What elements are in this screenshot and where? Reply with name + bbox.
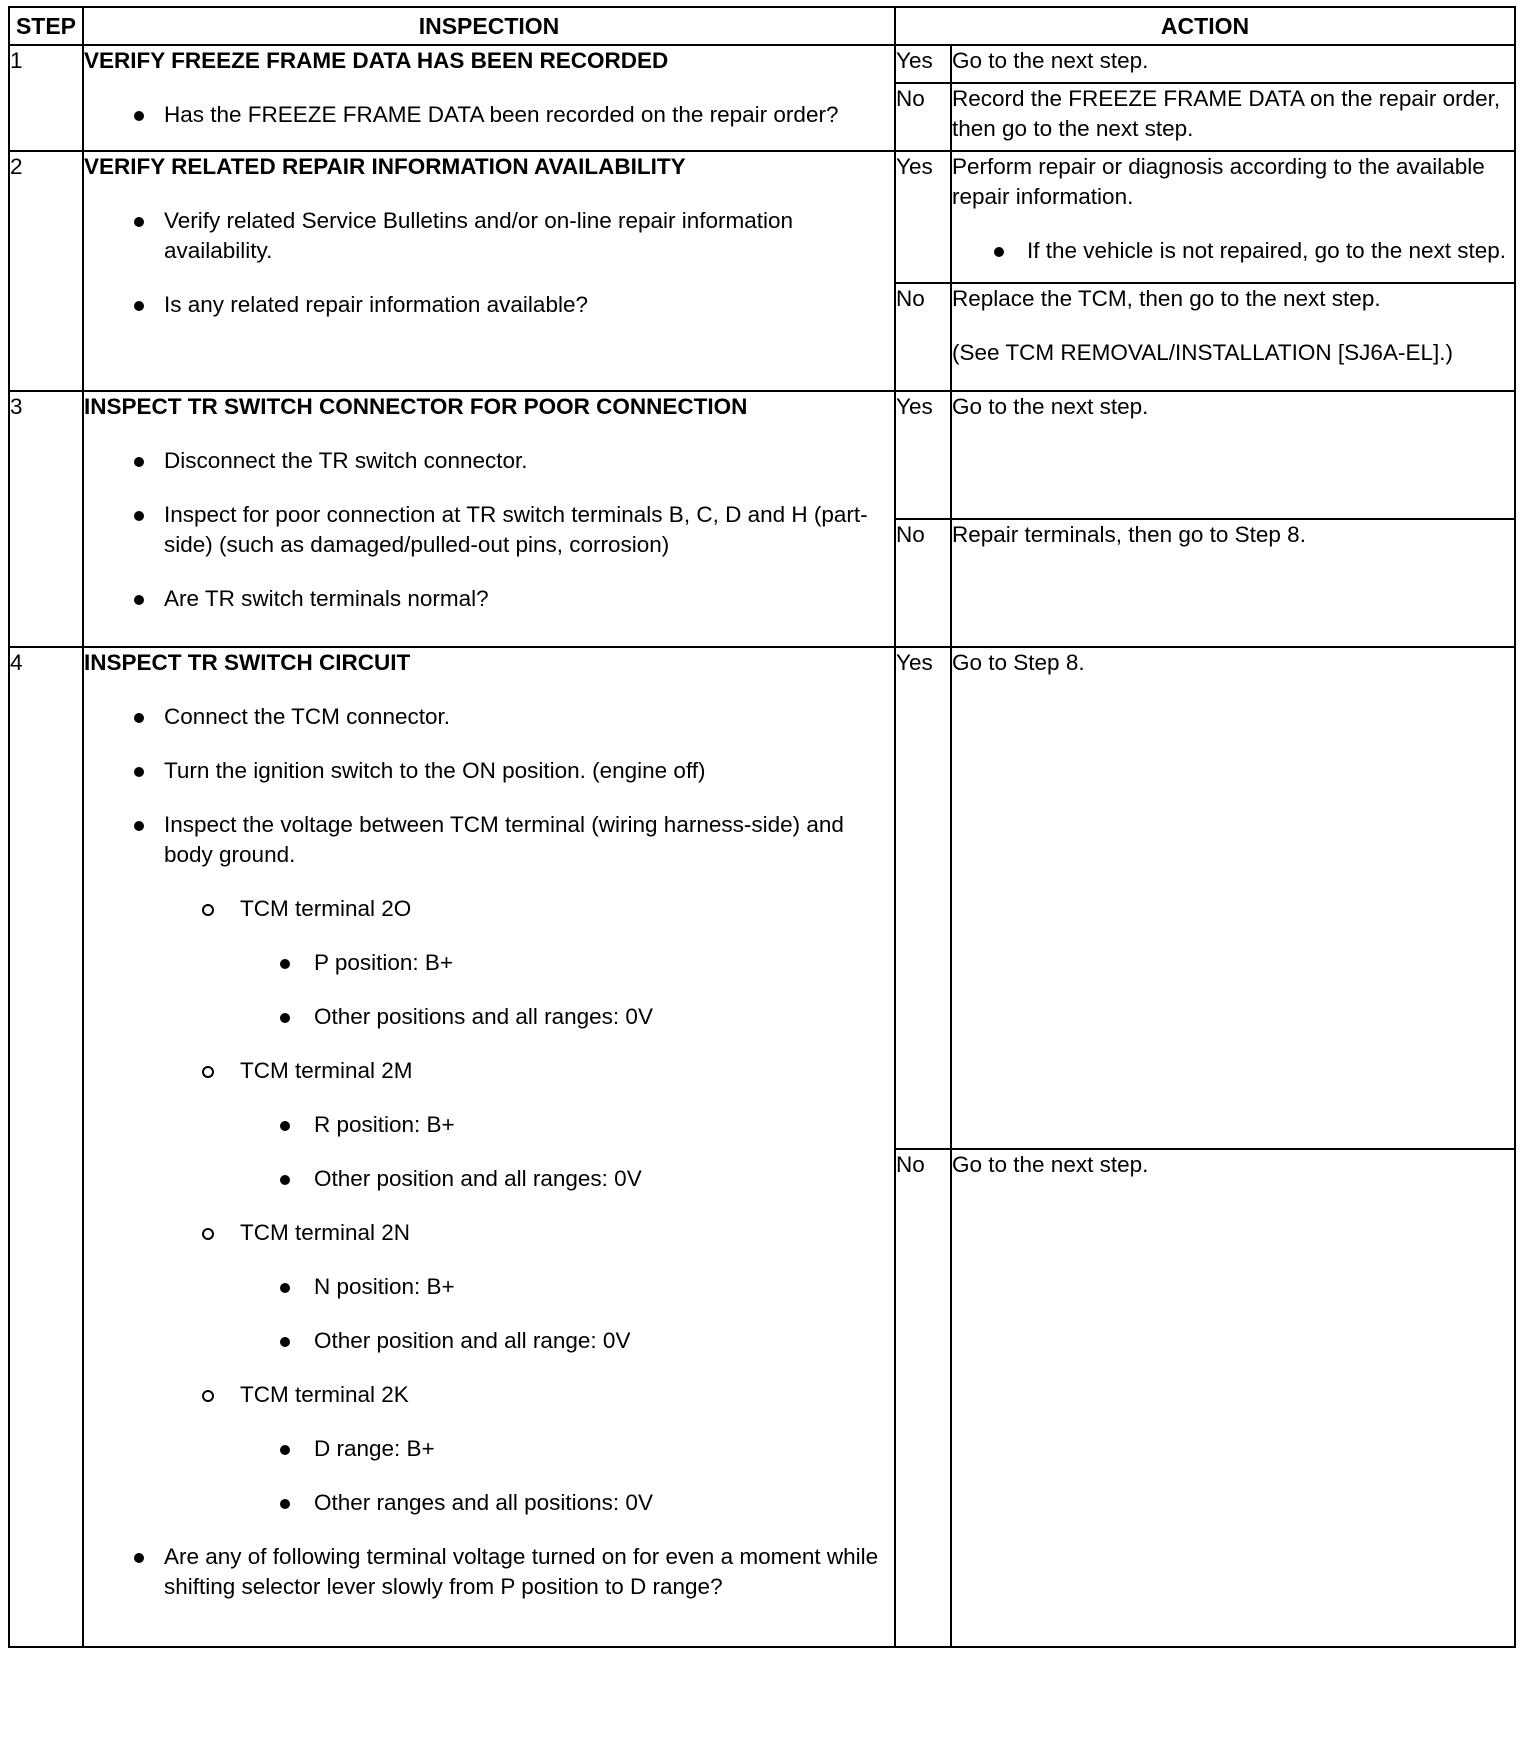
- terminal-2k-item: Other ranges and all positions: 0V: [84, 1488, 894, 1518]
- step-2-title: VERIFY RELATED REPAIR INFORMATION AVAILABILITY: [84, 154, 686, 179]
- step-3-no-label: No: [895, 519, 951, 647]
- step-4-bullet: Inspect the voltage between TCM terminal (wiring harness-side) and body ground.: [84, 810, 894, 870]
- step-4-no-label: No: [895, 1149, 951, 1647]
- header-step: STEP: [9, 7, 83, 45]
- step-4-bullet: Turn the ignition switch to the ON position. (engine off): [84, 756, 894, 786]
- step-2-yes-label: Yes: [895, 151, 951, 283]
- step-4-yes-label: Yes: [895, 647, 951, 1149]
- terminal-2o-item: Other positions and all ranges: 0V: [84, 1002, 894, 1032]
- step-1-yes-row: [9, 45, 1515, 83]
- terminal-2m-label: TCM terminal 2M: [84, 1056, 894, 1086]
- terminal-2m-item: R position: B+: [84, 1110, 894, 1140]
- step-3-bullet: Disconnect the TR switch connector.: [84, 446, 894, 476]
- step-2-no-action: [951, 283, 1515, 391]
- step-3-yes-row: [9, 391, 1515, 519]
- step-4-title: INSPECT TR SWITCH CIRCUIT: [84, 650, 411, 675]
- step-3-inspection: [83, 391, 895, 647]
- step-2-no-label: No: [895, 283, 951, 391]
- step-1-yes-label: Yes: [895, 45, 951, 83]
- step-3-no-action: Repair terminals, then go to Step 8.: [951, 519, 1515, 647]
- step-2-yes-row: [9, 151, 1515, 283]
- step-2-yes-text: Perform repair or diagnosis according to the available repair information.: [952, 154, 1485, 209]
- terminal-2k-label: TCM terminal 2K: [84, 1380, 894, 1410]
- terminal-2n-item: N position: B+: [84, 1272, 894, 1302]
- step-1-no-label: No: [895, 83, 951, 151]
- step-4-no-action: Go to the next step.: [951, 1149, 1515, 1647]
- terminal-2k-item: D range: B+: [84, 1434, 894, 1464]
- step-1-inspection: [83, 45, 895, 151]
- step-2-yes-bullet: If the vehicle is not repaired, go to the next step.: [952, 236, 1514, 266]
- diagnostic-table: [8, 6, 1516, 1648]
- step-2-number: 2: [9, 151, 83, 391]
- terminal-2n-label: TCM terminal 2N: [84, 1218, 894, 1248]
- table-header-row: [9, 7, 1515, 45]
- step-3-yes-label: Yes: [895, 391, 951, 519]
- step-4-yes-row: [9, 647, 1515, 1149]
- step-1-yes-action: Go to the next step.: [951, 45, 1515, 83]
- step-2-yes-action: [951, 151, 1515, 283]
- step-4-yes-action: Go to Step 8.: [951, 647, 1515, 1149]
- step-4-bullet: Connect the TCM connector.: [84, 702, 894, 732]
- step-1-bullet: Has the FREEZE FRAME DATA been recorded on the repair order?: [84, 100, 894, 130]
- step-4-number: 4: [9, 647, 83, 1647]
- terminal-2m-item: Other position and all ranges: 0V: [84, 1164, 894, 1194]
- step-3-bullet: Inspect for poor connection at TR switch terminals B, C, D and H (part-side) (such as damaged/pulled-out pins, corrosion): [84, 500, 894, 560]
- header-inspection: INSPECTION: [83, 7, 895, 45]
- step-4-inspection: [83, 647, 895, 1647]
- step-3-bullet: Are TR switch terminals normal?: [84, 584, 894, 614]
- terminal-2n-item: Other position and all range: 0V: [84, 1326, 894, 1356]
- step-2-no-text: Replace the TCM, then go to the next step.: [952, 286, 1381, 311]
- step-1-title: VERIFY FREEZE FRAME DATA HAS BEEN RECORDED: [84, 48, 669, 73]
- step-3-title: INSPECT TR SWITCH CONNECTOR FOR POOR CONNECTION: [84, 394, 748, 419]
- header-action: ACTION: [895, 7, 1515, 45]
- terminal-2o-label: TCM terminal 2O: [84, 894, 894, 924]
- step-1-number: 1: [9, 45, 83, 151]
- step-2-no-reference: (See TCM REMOVAL/INSTALLATION [SJ6A-EL].): [952, 340, 1453, 365]
- step-3-yes-action: Go to the next step.: [951, 391, 1515, 519]
- step-1-no-action: Record the FREEZE FRAME DATA on the repair order, then go to the next step.: [951, 83, 1515, 151]
- step-3-number: 3: [9, 391, 83, 647]
- step-2-inspection: [83, 151, 895, 391]
- step-4-question: Are any of following terminal voltage turned on for even a moment while shifting selector lever slowly from P position to D range?: [84, 1542, 894, 1602]
- step-2-bullet: Verify related Service Bulletins and/or on-line repair information availability.: [84, 206, 894, 266]
- terminal-2o-item: P position: B+: [84, 948, 894, 978]
- step-2-bullet: Is any related repair information available?: [84, 290, 894, 320]
